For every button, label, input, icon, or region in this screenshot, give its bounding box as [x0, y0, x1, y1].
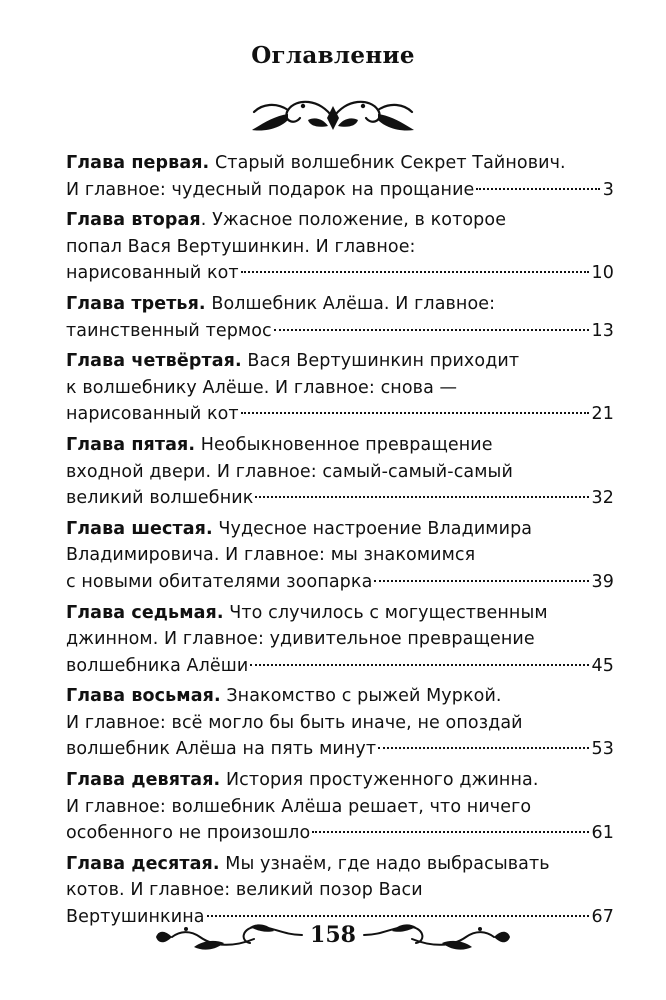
chapter-label: Глава восьмая. [66, 686, 221, 707]
chapter-title-line: великий волшебник [66, 488, 254, 509]
chapter-title-line: особенного не произошло [66, 823, 311, 844]
page-number: 13 [591, 320, 614, 341]
chapter-label: Глава седьмая. [66, 602, 224, 623]
dot-leader [241, 412, 589, 414]
chapter-title-line: нарисованный кот [66, 263, 239, 284]
ornament-right-icon [362, 917, 512, 953]
page-number: 45 [591, 655, 614, 676]
chapter-title-line: Волшебник Алёша. И главное: [211, 293, 496, 314]
chapter-title-line: Вася Вертушинкин приходит [247, 351, 520, 372]
chapter-title-line: котов. И главное: великий позор Васи [66, 880, 423, 901]
dot-leader [374, 580, 588, 582]
dot-leader [378, 747, 588, 749]
chapter-title-line: с новыми обитателями зоопарка [66, 571, 373, 592]
page-number: 39 [591, 571, 614, 592]
toc-entry[interactable] [66, 207, 614, 287]
chapter-label: Глава десятая. [66, 853, 220, 874]
page-title: Оглавление [251, 42, 415, 69]
chapter-title-line: И главное: волшебник Алёша решает, что ничего [66, 796, 532, 817]
chapter-title-line: нарисованный кот [66, 404, 239, 425]
page-footer [0, 913, 666, 957]
chapter-title-line: волшебника Алёши [66, 655, 249, 676]
page-number: 3 [602, 179, 614, 200]
toc-entry[interactable] [66, 150, 614, 203]
dot-leader [250, 664, 588, 666]
dot-leader [476, 188, 599, 190]
chapter-title-line: . Ужасное положение, в которое [200, 210, 507, 231]
page-number: 10 [591, 263, 614, 284]
toc-entry[interactable] [66, 516, 614, 596]
chapter-title-line: И главное: чудесный подарок на прощание [66, 179, 475, 200]
chapter-label: Глава первая. [66, 153, 210, 173]
chapter-label: Глава девятая. [66, 770, 221, 791]
dot-leader [312, 831, 588, 833]
page-number: 32 [591, 488, 614, 509]
page-number: 21 [591, 404, 614, 425]
chapter-title-line: Владимировича. И главное: мы знакомимся [66, 545, 476, 566]
chapter-title-line: Что случилось с могущественным [229, 602, 548, 623]
chapter-label: Глава шестая. [66, 518, 213, 539]
toc-entry[interactable] [66, 600, 614, 680]
chapter-title-line: Вертушинкина [66, 907, 205, 928]
dot-leader [255, 496, 588, 498]
toc-entry[interactable] [66, 767, 614, 847]
chapter-title-line: И главное: всё могло бы быть иначе, не опоздай [66, 712, 523, 733]
ornament-left-icon [154, 917, 304, 953]
toc-entry[interactable] [66, 291, 614, 344]
chapter-title-line: Старый волшебник Секрет Тайнович. [214, 153, 566, 173]
chapter-label: Глава пятая. [66, 434, 196, 455]
chapter-label: Глава четвёртая. [66, 351, 242, 372]
page-number-footer: 158 [310, 922, 356, 948]
ornament-top-icon [248, 92, 418, 136]
page-number: 67 [591, 907, 614, 928]
dot-leader [241, 271, 589, 273]
dot-leader [274, 329, 589, 331]
chapter-title-line: Знакомство с рыжей Муркой. [226, 686, 502, 707]
chapter-title-line: к волшебнику Алёше. И главное: снова — [66, 377, 458, 398]
chapter-title-line: джинном. И главное: удивительное превращение [66, 629, 535, 650]
toc-entry[interactable] [66, 432, 614, 512]
chapter-title-line: таинственный термос [66, 320, 272, 341]
page-number: 53 [591, 739, 614, 760]
chapter-title-line: Чудесное настроение Владимира [218, 518, 533, 539]
chapter-title-line: Мы узнаём, где надо выбрасывать [225, 853, 550, 874]
chapter-title-line: волшебник Алёша на пять минут [66, 739, 377, 760]
chapter-title-line: входной двери. И главное: самый-самый-самый [66, 461, 513, 482]
chapter-label: Глава вторая [66, 210, 201, 231]
table-of-contents [66, 150, 614, 935]
toc-entry[interactable] [66, 348, 614, 428]
chapter-title-line: История простуженного джинна. [225, 770, 539, 791]
chapter-title-line: Необыкновенное превращение [200, 434, 493, 455]
toc-entry[interactable] [66, 683, 614, 763]
chapter-label: Глава третья. [66, 293, 206, 314]
chapter-title-line: попал Вася Вертушинкин. И главное: [66, 236, 416, 257]
page-number: 61 [591, 823, 614, 844]
